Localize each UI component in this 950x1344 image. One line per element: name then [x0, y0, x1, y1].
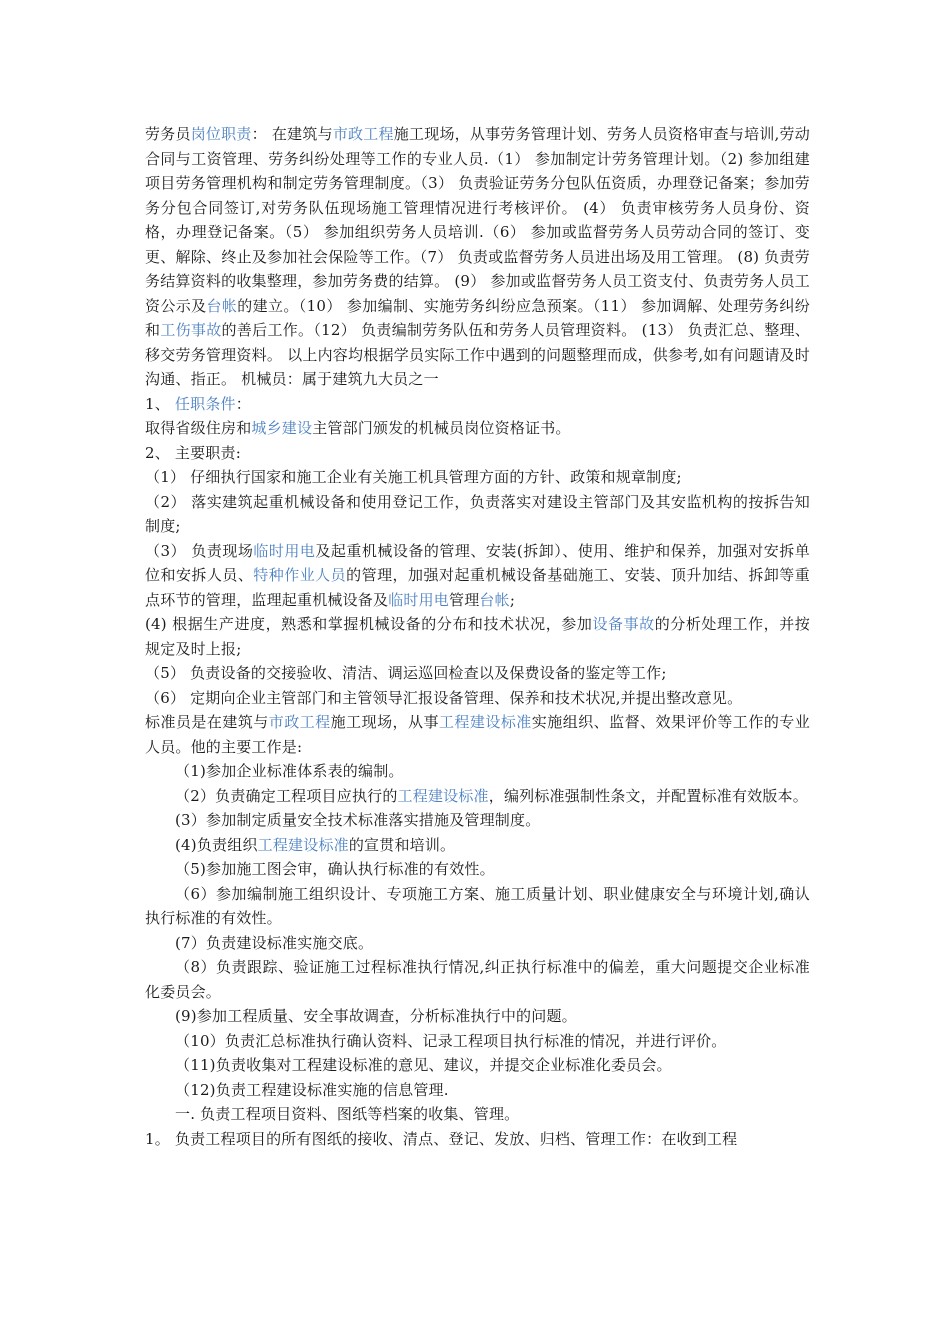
- paragraph-text: 施工现场，从事劳务管理计划、劳务人员资格审查与培训,劳动合同与工资管理、劳务纠纷处理等工作的专业人员.（1） 参加制定计劳务管理计划。（2) 参加组建项目劳务管理机构和制定劳务管理制度。（3） 负责验证劳务分包队伍资质，办理登记备案；参加劳务分包合同签订,对劳务队伍现场施工管理情况进行考核评价。 (4） 负责审核劳务人员身份、资格，办理登记备案。（5） 参加组织劳务人员培训.（6） 参加或监督劳务人员劳动合同的签订、变更、解除、终止及参加社会保险等工作。（7） 负责或监督劳务人员进出场及用工管理。 (8) 负责劳务结算资料的收集整理，参加劳务费的结算。 (9） 参加或监督劳务人员工资支付、负责劳务人员工资公示及: [145, 125, 810, 315]
- paragraph: [145, 1127, 810, 1152]
- keyword-link[interactable]: 岗位职责: [190, 125, 252, 143]
- paragraph-text: （11)负责收集对工程建设标准的意见、建议，并提交企业标准化委员会。: [175, 1056, 672, 1074]
- paragraph-text: ： 在建筑与: [251, 125, 333, 143]
- paragraph-text: 管理: [449, 590, 480, 609]
- paragraph: [145, 759, 810, 784]
- paragraph-text: 的宣贯和培训。: [348, 835, 456, 854]
- paragraph-text: (4)负责组织: [175, 835, 258, 854]
- paragraph-text: 劳务员: [145, 125, 191, 143]
- paragraph: [145, 490, 810, 539]
- paragraph: [145, 1078, 810, 1103]
- paragraph: [145, 686, 810, 711]
- paragraph-text: 主管部门颁发的机械员岗位资格证书。: [312, 419, 571, 437]
- paragraph: [145, 539, 810, 613]
- paragraph-text: （6）参加编制施工组织设计、专项施工方案、施工质量计划、职业健康安全与环境计划,确认执行标准的有效性。: [145, 884, 810, 927]
- paragraph-text: （8）负责跟踪、验证施工过程标准执行情况,纠正执行标准中的偏差，重大问题提交企业标准化委员会。: [145, 958, 810, 1001]
- paragraph-text: ;: [509, 590, 516, 609]
- keyword-link[interactable]: 设备事故: [592, 615, 655, 633]
- paragraph: [145, 1102, 810, 1127]
- keyword-link[interactable]: 工程建设标准: [438, 713, 532, 731]
- paragraph: [145, 1053, 810, 1078]
- paragraph-text: 2、 主要职责:: [145, 443, 241, 462]
- paragraph-text: (3）参加制定质量安全技术标准落实措施及管理制度。: [175, 811, 541, 829]
- paragraph-text: （2）负责确定工程项目应执行的: [175, 786, 398, 805]
- paragraph-text: 取得省级住房和: [145, 419, 252, 437]
- paragraph-text: 实施组织、监督、效果评价等工作的专业人员。他的主要工作是:: [145, 713, 810, 756]
- paragraph: [145, 661, 810, 686]
- paragraph: [145, 416, 810, 441]
- keyword-link[interactable]: 特种作业人员: [253, 566, 347, 584]
- paragraph-text: ，编列标准强制性条文，并配置标准有效版本。: [488, 786, 808, 805]
- keyword-link[interactable]: 城乡建设: [251, 419, 313, 437]
- paragraph-text: （6） 定期向企业主管部门和主管领导汇报设备管理、保养和技术状况,并提出整改意见。: [145, 688, 743, 707]
- paragraph-text: （10）负责汇总标准执行确认资料、记录工程项目执行标准的情况，并进行评价。: [175, 1031, 727, 1050]
- paragraph: [145, 1004, 810, 1029]
- paragraph: [145, 612, 810, 661]
- paragraph: [145, 833, 810, 858]
- paragraph-text: （3） 负责现场: [145, 541, 254, 560]
- paragraph: [145, 1029, 810, 1054]
- paragraph-text: 施工现场，从事: [330, 713, 439, 731]
- paragraph: [145, 931, 810, 956]
- keyword-link[interactable]: 临时用电: [253, 541, 316, 560]
- paragraph-text: （5） 负责设备的交接验收、清洁、调运巡回检查以及保费设备的鉴定等工作;: [145, 664, 667, 682]
- paragraph-text: 标准员是在建筑与: [145, 713, 269, 731]
- paragraph: [145, 808, 810, 833]
- paragraph: [145, 465, 810, 490]
- paragraph: [145, 882, 810, 931]
- keyword-link[interactable]: 台帐: [206, 296, 238, 315]
- paragraph-text: 的善后工作。（12） 负责编制劳务队伍和劳务人员管理资料。 (13） 负责汇总、整理、移交劳务管理资料。 以上内容均根据学员实际工作中遇到的问题整理而成，供参考,如有问题请及时沟通、指正。 机械员：属于建筑九大员之一: [145, 321, 810, 388]
- paragraph-text: (4) 根据生产进度，熟悉和掌握机械设备的分布和技术状况，参加: [145, 615, 593, 633]
- paragraph-text: （12)负责工程建设标准实施的信息管理.: [175, 1080, 449, 1099]
- paragraph-text: （5)参加施工图会审，确认执行标准的有效性。: [175, 860, 495, 878]
- paragraph: [145, 122, 810, 392]
- paragraph-text: （1)参加企业标准体系表的编制。: [175, 762, 404, 780]
- keyword-link[interactable]: 市政工程: [268, 713, 331, 731]
- paragraph-text: （2） 落实建筑起重机械设备和使用登记工作，负责落实对建设主管部门及其安监机构的按拆告知制度;: [145, 492, 810, 535]
- keyword-link[interactable]: 台帐: [479, 590, 510, 609]
- paragraph-text: 的建立。（10） 参加编制、实施劳务纠纷应急预案。（11） 参加调解、处理劳务纠纷和: [145, 296, 810, 339]
- paragraph-text: 及起重机械设备的管理、安装(拆卸）、使用、维护和保养，加强对安拆单位和安拆人员、: [145, 541, 810, 584]
- paragraph-text: 1。 负责工程项目的所有图纸的接收、清点、登记、发放、归档、管理工作：在收到工程: [145, 1129, 738, 1148]
- paragraph-text: 的管理，加强对起重机械设备基础施工、安装、顶升加结、拆卸等重点环节的管理，监理起重机械设备及: [145, 566, 810, 609]
- keyword-link[interactable]: 任职条件: [174, 394, 236, 413]
- keyword-link[interactable]: 工伤事故: [160, 321, 222, 339]
- keyword-link[interactable]: 市政工程: [332, 125, 394, 143]
- paragraph: [145, 857, 810, 882]
- paragraph-text: ：: [235, 394, 251, 413]
- keyword-link[interactable]: 工程建设标准: [257, 835, 349, 854]
- paragraph-text: 一. 负责工程项目资料、图纸等档案的收集、管理。: [175, 1105, 520, 1123]
- paragraph-text: 1、: [145, 394, 175, 413]
- paragraph-text: (7）负责建设标准实施交底。: [175, 933, 374, 952]
- paragraph: [145, 441, 810, 466]
- keyword-link[interactable]: 工程建设标准: [397, 786, 489, 805]
- paragraph: [145, 710, 810, 759]
- paragraph-text: （1） 仔细执行国家和施工企业有关施工机具管理方面的方针、政策和规章制度;: [145, 468, 682, 486]
- paragraph: [145, 784, 810, 809]
- paragraph: [145, 955, 810, 1004]
- keyword-link[interactable]: 临时用电: [388, 590, 450, 609]
- paragraph-text: (9)参加工程质量、安全事故调查，分析标准执行中的问题。: [175, 1007, 577, 1025]
- paragraph: [145, 392, 810, 417]
- paragraph-text: 的分析处理工作，并按规定及时上报;: [145, 615, 810, 658]
